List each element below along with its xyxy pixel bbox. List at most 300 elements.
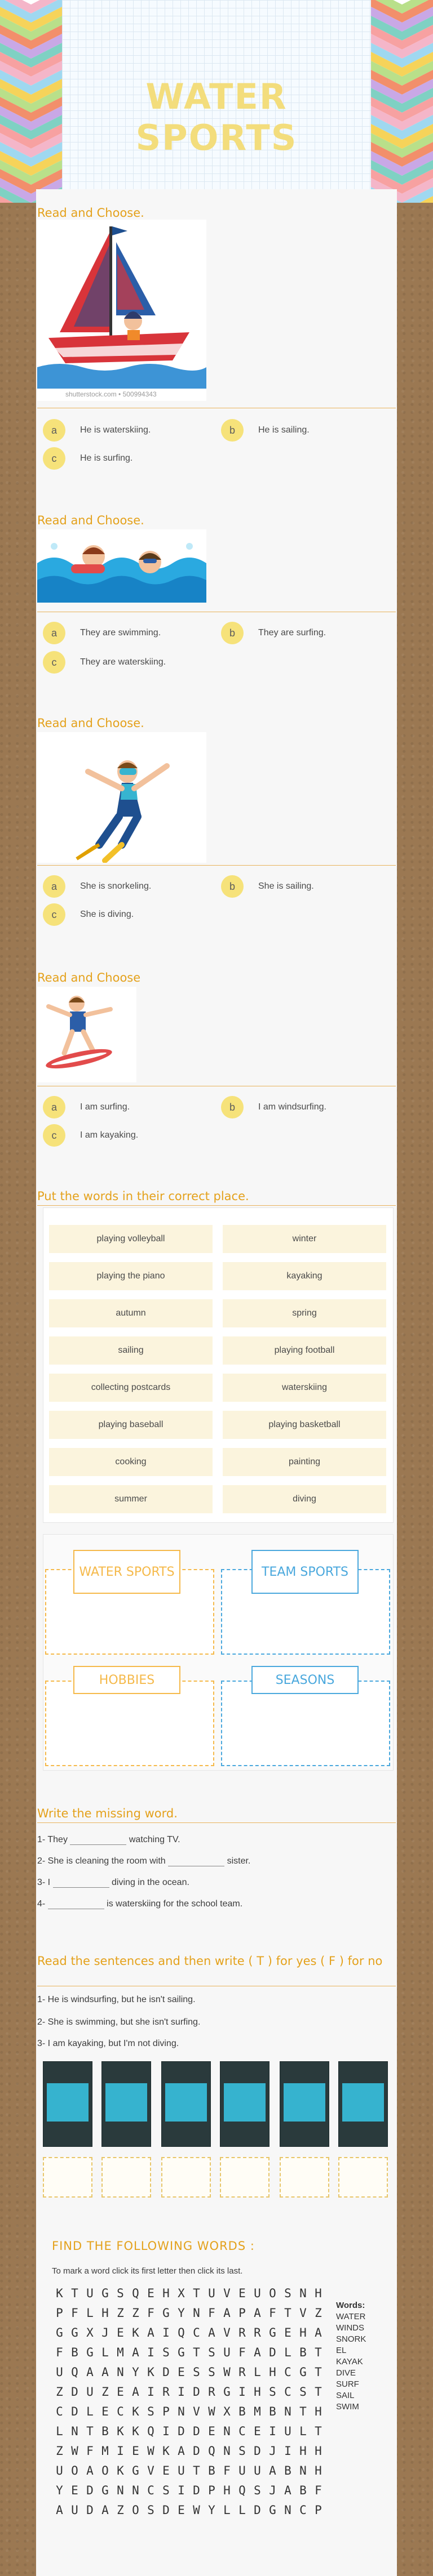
wordsearch-letter[interactable]: B bbox=[71, 2346, 78, 2359]
wordsearch-letter[interactable]: I bbox=[162, 2326, 170, 2339]
draggable-word[interactable]: cooking bbox=[49, 1448, 213, 1476]
wordsearch-letter[interactable]: R bbox=[162, 2385, 170, 2399]
wordsearch-letter[interactable]: Q bbox=[178, 2326, 185, 2339]
wordsearch-letter[interactable]: Q bbox=[238, 2484, 246, 2497]
wordsearch-letter[interactable]: B bbox=[238, 2405, 246, 2418]
option-text: He is sailing. bbox=[258, 425, 310, 435]
wordsearch-letter[interactable]: F bbox=[223, 2464, 231, 2477]
answer-blank[interactable] bbox=[48, 1901, 104, 1909]
draggable-word[interactable]: playing basketball bbox=[223, 1411, 386, 1439]
divider bbox=[37, 865, 396, 866]
wordsearch-letter[interactable]: B bbox=[284, 2464, 291, 2477]
q1-option-a[interactable] bbox=[43, 419, 151, 442]
wordsearch-letter[interactable]: U bbox=[71, 2503, 78, 2517]
wordsearch-letter[interactable]: F bbox=[208, 2306, 215, 2320]
draggable-word[interactable]: playing volleyball bbox=[49, 1225, 213, 1253]
option-badge-b: b bbox=[221, 419, 244, 442]
wordsearch-letter[interactable]: X bbox=[178, 2287, 185, 2300]
sport-picture-tile[interactable] bbox=[101, 2061, 151, 2147]
wordsearch-letter[interactable]: H bbox=[315, 2405, 322, 2418]
draggable-word[interactable]: kayaking bbox=[223, 1262, 386, 1290]
wordsearch-letter[interactable]: L bbox=[254, 2365, 261, 2379]
wordsearch-letter[interactable]: Q bbox=[208, 2444, 215, 2458]
wordsearch-letter[interactable]: K bbox=[117, 2464, 124, 2477]
wordsearch-letter[interactable]: A bbox=[86, 2464, 94, 2477]
q4-option-a[interactable] bbox=[43, 1096, 130, 1118]
wordsearch-letter[interactable]: Z bbox=[132, 2306, 139, 2320]
wordsearch-letter[interactable]: O bbox=[101, 2464, 109, 2477]
wordsearch-letter[interactable]: Z bbox=[56, 2444, 63, 2458]
wordsearch-letter[interactable]: S bbox=[254, 2484, 261, 2497]
q1-title: Read and Choose. bbox=[37, 206, 144, 220]
wordsearch-letter[interactable]: D bbox=[86, 2484, 94, 2497]
page-header bbox=[0, 0, 433, 203]
wordsearch-letter[interactable]: Z bbox=[117, 2503, 124, 2517]
wordsearch-letter[interactable]: S bbox=[162, 2346, 170, 2359]
wordsearch-letter[interactable]: M bbox=[254, 2405, 261, 2418]
wordsearch-letter[interactable]: R bbox=[254, 2326, 261, 2339]
wordsearch-letter[interactable]: A bbox=[208, 2326, 215, 2339]
wordsearch-letter[interactable]: I bbox=[178, 2385, 185, 2399]
wordsearch-letter[interactable]: V bbox=[299, 2306, 307, 2320]
wordsearch-letter[interactable]: Z bbox=[315, 2306, 322, 2320]
wordsearch-letter[interactable]: H bbox=[269, 2365, 276, 2379]
wordsearch-letter[interactable]: G bbox=[178, 2346, 185, 2359]
wordsearch-letter[interactable]: I bbox=[162, 2425, 170, 2438]
wordsearch-letter[interactable]: Z bbox=[101, 2385, 109, 2399]
wordsearch-letter[interactable]: N bbox=[71, 2425, 78, 2438]
wordsearch-letter[interactable]: C bbox=[56, 2405, 63, 2418]
draggable-word[interactable]: playing the piano bbox=[49, 1262, 213, 1290]
wordsearch-letter[interactable]: S bbox=[238, 2444, 246, 2458]
wordsearch-letter[interactable]: A bbox=[101, 2503, 109, 2517]
wordsearch-letter[interactable]: D bbox=[193, 2385, 200, 2399]
wordsearch-letter[interactable]: H bbox=[315, 2464, 322, 2477]
draggable-word[interactable]: collecting postcards bbox=[49, 1374, 213, 1402]
sport-picture-tile[interactable] bbox=[280, 2061, 329, 2147]
wordsearch-letter[interactable]: V bbox=[223, 2287, 231, 2300]
q2-option-a[interactable] bbox=[43, 622, 161, 644]
draggable-word[interactable]: winter bbox=[223, 1225, 386, 1253]
wordsearch-letter[interactable]: G bbox=[56, 2326, 63, 2339]
missing-sentence-2 bbox=[37, 1856, 250, 1866]
draggable-word[interactable]: playing football bbox=[223, 1336, 386, 1365]
sentence-part: 2- She is cleaning the room with bbox=[37, 1856, 166, 1866]
wordsearch-letter[interactable]: D bbox=[162, 2365, 170, 2379]
wordsearch-letter[interactable]: D bbox=[193, 2484, 200, 2497]
draggable-word[interactable]: sailing bbox=[49, 1336, 213, 1365]
wordsearch-letter[interactable]: U bbox=[254, 2287, 261, 2300]
wordsearch-letter[interactable]: I bbox=[284, 2444, 291, 2458]
wordsearch-letter[interactable]: G bbox=[269, 2326, 276, 2339]
wordsearch-letter[interactable]: F bbox=[71, 2306, 78, 2320]
wordsearch-letter[interactable]: U bbox=[56, 2365, 63, 2379]
wordsearch-letter[interactable]: K bbox=[162, 2444, 170, 2458]
wordsearch-letter[interactable]: Z bbox=[56, 2385, 63, 2399]
wordsearch-letter[interactable]: T bbox=[315, 2346, 322, 2359]
wordsearch-letter[interactable]: V bbox=[193, 2405, 200, 2418]
wordsearch-letter[interactable]: L bbox=[238, 2503, 246, 2517]
wordsearch-letter[interactable]: W bbox=[208, 2405, 215, 2418]
wordsearch-letter[interactable]: F bbox=[315, 2484, 322, 2497]
category-label-seasons: SEASONS bbox=[251, 1666, 359, 1694]
tf-answer-box[interactable] bbox=[280, 2157, 329, 2198]
category-label-water-sports: WATER SPORTS bbox=[73, 1550, 180, 1594]
wordsearch-letter[interactable]: A bbox=[178, 2444, 185, 2458]
wordsearch-letter[interactable]: K bbox=[56, 2287, 63, 2300]
wordsearch-letter[interactable]: O bbox=[132, 2503, 139, 2517]
draggable-word[interactable]: diving bbox=[223, 1485, 386, 1513]
wordsearch-letter[interactable]: N bbox=[132, 2484, 139, 2497]
wordsearch-letter[interactable]: H bbox=[101, 2306, 109, 2320]
wordsearch-letter[interactable]: J bbox=[269, 2444, 276, 2458]
sport-picture-tile[interactable] bbox=[43, 2061, 92, 2147]
wordsearch-letter[interactable]: I bbox=[117, 2444, 124, 2458]
wordsearch-letter[interactable]: I bbox=[238, 2385, 246, 2399]
wordsearch-letter[interactable]: F bbox=[86, 2444, 94, 2458]
wordsearch-title: FIND THE FOLLOWING WORDS : bbox=[52, 2239, 255, 2253]
word-list-label: Words: bbox=[336, 2301, 365, 2310]
answer-blank[interactable] bbox=[70, 1837, 126, 1845]
wordsearch-letter[interactable]: K bbox=[147, 2365, 154, 2379]
wordsearch-letter[interactable]: P bbox=[56, 2306, 63, 2320]
wordsearch-letter[interactable]: T bbox=[193, 2464, 200, 2477]
divider bbox=[37, 1822, 396, 1823]
wordsearch-letter[interactable]: B bbox=[299, 2484, 307, 2497]
wordsearch-letter[interactable]: Y bbox=[178, 2306, 185, 2320]
draggable-word[interactable]: painting bbox=[223, 1448, 386, 1476]
wordsearch-letter[interactable]: U bbox=[178, 2464, 185, 2477]
wordsearch-letter[interactable]: G bbox=[101, 2484, 109, 2497]
tf-answer-box[interactable] bbox=[338, 2157, 388, 2198]
wordsearch-letter[interactable]: V bbox=[147, 2464, 154, 2477]
q2-option-c[interactable] bbox=[43, 651, 166, 674]
wordsearch-letter[interactable]: M bbox=[101, 2444, 109, 2458]
sentence-part: 3- I bbox=[37, 1878, 51, 1887]
wordsearch-letter[interactable]: W bbox=[223, 2365, 231, 2379]
wordsearch-letter[interactable]: B bbox=[101, 2425, 109, 2438]
wordsearch-letter[interactable]: C bbox=[284, 2385, 291, 2399]
wordsearch-letter[interactable]: D bbox=[71, 2385, 78, 2399]
wordsearch-letter[interactable]: H bbox=[223, 2484, 231, 2497]
wordsearch-letter[interactable]: T bbox=[315, 2425, 322, 2438]
option-text: They are waterskiing. bbox=[80, 657, 166, 667]
draggable-word[interactable]: autumn bbox=[49, 1299, 213, 1327]
wordsearch-letter[interactable]: U bbox=[86, 2287, 94, 2300]
wordsearch-letter[interactable]: E bbox=[178, 2503, 185, 2517]
wordsearch-letter[interactable]: S bbox=[284, 2287, 291, 2300]
option-badge-b: b bbox=[221, 622, 244, 644]
wordsearch-letter[interactable]: T bbox=[284, 2306, 291, 2320]
wordsearch-letter[interactable]: W bbox=[193, 2503, 200, 2517]
option-badge-c: c bbox=[43, 447, 65, 470]
q1-option-c[interactable] bbox=[43, 447, 132, 470]
wordsearch-letter[interactable]: G bbox=[223, 2385, 231, 2399]
wordsearch-letter[interactable]: O bbox=[71, 2464, 78, 2477]
sport-picture-tile[interactable] bbox=[161, 2061, 211, 2147]
wordsearch-letter[interactable]: H bbox=[254, 2385, 261, 2399]
wordsearch-letter[interactable]: A bbox=[147, 2326, 154, 2339]
wordsearch-letter[interactable]: Y bbox=[56, 2484, 63, 2497]
answer-blank[interactable] bbox=[53, 1880, 109, 1888]
missing-title: Write the missing word. bbox=[37, 1807, 178, 1820]
wordsearch-letter[interactable]: L bbox=[223, 2503, 231, 2517]
wordsearch-letter[interactable]: S bbox=[147, 2405, 154, 2418]
word-list-item: DIVE bbox=[336, 2368, 356, 2378]
wordsearch-letter[interactable]: W bbox=[71, 2444, 78, 2458]
draggable-word[interactable]: spring bbox=[223, 1299, 386, 1327]
wordsearch-letter[interactable]: I bbox=[147, 2346, 154, 2359]
wordsearch-letter[interactable]: T bbox=[193, 2346, 200, 2359]
wordsearch-letter[interactable]: X bbox=[86, 2326, 94, 2339]
wordsearch-letter[interactable]: H bbox=[299, 2326, 307, 2339]
wordsearch-letter[interactable]: U bbox=[208, 2287, 215, 2300]
wordsearch-letter[interactable]: U bbox=[223, 2346, 231, 2359]
wordsearch-letter[interactable]: S bbox=[162, 2484, 170, 2497]
wordsearch-letter[interactable]: D bbox=[162, 2503, 170, 2517]
wordsearch-letter[interactable]: O bbox=[269, 2287, 276, 2300]
wordsearch-letter[interactable]: H bbox=[315, 2444, 322, 2458]
wordsearch-letter[interactable]: N bbox=[193, 2306, 200, 2320]
wordsearch-letter[interactable]: A bbox=[86, 2365, 94, 2379]
wordsearch-letter[interactable]: H bbox=[315, 2287, 322, 2300]
option-text: He is waterskiing. bbox=[80, 425, 151, 435]
wordsearch-letter[interactable]: M bbox=[117, 2346, 124, 2359]
wordsearch-letter[interactable]: E bbox=[132, 2444, 139, 2458]
wordsearch-letter[interactable]: A bbox=[223, 2306, 231, 2320]
wordsearch-letter[interactable]: E bbox=[117, 2326, 124, 2339]
wordsearch-letter[interactable]: G bbox=[101, 2287, 109, 2300]
wordsearch-letter[interactable]: S bbox=[193, 2365, 200, 2379]
wordsearch-letter[interactable]: Q bbox=[147, 2425, 154, 2438]
wordsearch-letter[interactable]: S bbox=[299, 2385, 307, 2399]
word-list-item: EL bbox=[336, 2346, 347, 2355]
wordsearch-letter[interactable]: A bbox=[269, 2464, 276, 2477]
image-credit: shutterstock.com • 500994343 bbox=[65, 390, 157, 398]
wordsearch-letter[interactable]: C bbox=[238, 2425, 246, 2438]
wordsearch-letter[interactable]: I bbox=[178, 2484, 185, 2497]
wordsearch-letter[interactable]: D bbox=[254, 2503, 261, 2517]
wordsearch-letter[interactable]: E bbox=[71, 2484, 78, 2497]
wordsearch-letter[interactable]: G bbox=[132, 2464, 139, 2477]
wordsearch-letter[interactable]: D bbox=[86, 2503, 94, 2517]
wordsearch-letter[interactable]: E bbox=[162, 2464, 170, 2477]
wordsearch-letter[interactable]: B bbox=[269, 2405, 276, 2418]
tf-answer-box[interactable] bbox=[220, 2157, 269, 2198]
wordsearch-letter[interactable]: U bbox=[86, 2385, 94, 2399]
wordsearch-letter[interactable]: T bbox=[86, 2425, 94, 2438]
wordsearch-letter[interactable]: N bbox=[284, 2503, 291, 2517]
q4-option-b[interactable] bbox=[221, 1096, 326, 1118]
wordsearch-letter[interactable]: H bbox=[162, 2287, 170, 2300]
wordsearch-letter[interactable]: A bbox=[315, 2326, 322, 2339]
wordsearch-letter[interactable]: A bbox=[56, 2503, 63, 2517]
wordsearch-letter[interactable]: D bbox=[71, 2405, 78, 2418]
wordsearch-letter[interactable]: C bbox=[299, 2503, 307, 2517]
wordsearch-letter[interactable]: F bbox=[147, 2306, 154, 2320]
wordsearch-letter[interactable]: E bbox=[238, 2287, 246, 2300]
option-badge-a: a bbox=[43, 1096, 65, 1118]
sport-picture-tile[interactable] bbox=[220, 2061, 269, 2147]
wordsearch-letter[interactable]: E bbox=[117, 2385, 124, 2399]
wordsearch-letter[interactable]: N bbox=[299, 2464, 307, 2477]
q3-option-a[interactable] bbox=[43, 875, 151, 898]
tf-sentence-1: 1- He is windsurfing, but he isn't sailing. bbox=[37, 1995, 196, 2004]
wordsearch-letter[interactable]: I bbox=[269, 2425, 276, 2438]
word-list-item: SWIM bbox=[336, 2402, 359, 2412]
wordsearch-letter[interactable]: E bbox=[147, 2287, 154, 2300]
wordsearch-letter[interactable]: K bbox=[132, 2405, 139, 2418]
sentence-part: 4- bbox=[37, 1899, 46, 1909]
wordsearch-letter[interactable]: U bbox=[284, 2425, 291, 2438]
wordsearch-letter[interactable]: C bbox=[147, 2484, 154, 2497]
wordsearch-letter[interactable]: N bbox=[117, 2365, 124, 2379]
q3-option-b[interactable] bbox=[221, 875, 314, 898]
wordsearch-letter[interactable]: F bbox=[238, 2346, 246, 2359]
option-badge-c: c bbox=[43, 651, 65, 674]
wordsearch-letter[interactable]: J bbox=[269, 2484, 276, 2497]
option-text: She is snorkeling. bbox=[80, 881, 152, 891]
wordsearch-letter[interactable]: E bbox=[178, 2365, 185, 2379]
wordsearch-letter[interactable]: P bbox=[162, 2405, 170, 2418]
page-title: WATER SPORTS bbox=[135, 76, 298, 158]
wordsearch-letter[interactable]: A bbox=[101, 2365, 109, 2379]
wordsearch-letter[interactable]: L bbox=[299, 2425, 307, 2438]
option-text: She is diving. bbox=[80, 910, 134, 919]
wordsearch-letter[interactable]: E bbox=[208, 2425, 215, 2438]
wordsearch-letter[interactable]: A bbox=[254, 2346, 261, 2359]
wordsearch-letter[interactable]: A bbox=[132, 2346, 139, 2359]
wordsearch-letter[interactable]: L bbox=[284, 2346, 291, 2359]
wordsearch-letter[interactable]: H bbox=[299, 2444, 307, 2458]
chevron-pattern-right bbox=[371, 0, 433, 203]
wordsearch-letter[interactable]: S bbox=[208, 2346, 215, 2359]
wordsearch-letter[interactable]: T bbox=[315, 2385, 322, 2399]
wordsearch-letter[interactable]: D bbox=[193, 2444, 200, 2458]
wordsearch-letter[interactable]: R bbox=[238, 2326, 246, 2339]
wordsearch-letter[interactable]: K bbox=[132, 2326, 139, 2339]
wordsearch-letter[interactable]: K bbox=[132, 2425, 139, 2438]
answer-blank[interactable] bbox=[168, 1859, 224, 1866]
wordsearch-letter[interactable]: A bbox=[132, 2385, 139, 2399]
missing-sentence-1 bbox=[37, 1835, 180, 1845]
wordsearch-letter[interactable]: P bbox=[208, 2484, 215, 2497]
wordsearch-letter[interactable]: L bbox=[56, 2425, 63, 2438]
wordsearch-letter[interactable]: S bbox=[147, 2503, 154, 2517]
wordsearch-letter[interactable]: K bbox=[117, 2425, 124, 2438]
wordsearch-letter[interactable]: P bbox=[238, 2306, 246, 2320]
wordsearch-letter[interactable]: N bbox=[284, 2405, 291, 2418]
word-list-item: SURF bbox=[336, 2379, 359, 2389]
wordsearch-letter[interactable]: D bbox=[178, 2425, 185, 2438]
wordsearch-letter[interactable]: E bbox=[101, 2405, 109, 2418]
wordsearch-letter[interactable]: Y bbox=[132, 2365, 139, 2379]
wordsearch-letter[interactable]: U bbox=[56, 2464, 63, 2477]
sport-picture-tile[interactable] bbox=[338, 2061, 388, 2147]
wordsearch-letter[interactable]: X bbox=[223, 2405, 231, 2418]
wordsearch-letter[interactable]: L bbox=[86, 2405, 94, 2418]
q3-option-c[interactable] bbox=[43, 903, 134, 926]
draggable-word[interactable]: summer bbox=[49, 1485, 213, 1513]
wordsearch-letter[interactable]: C bbox=[284, 2365, 291, 2379]
draggable-word[interactable]: playing baseball bbox=[49, 1411, 213, 1439]
wordsearch-letter[interactable]: N bbox=[223, 2444, 231, 2458]
wordsearch-letter[interactable]: T bbox=[299, 2405, 307, 2418]
sentence-part: 1- They bbox=[37, 1835, 68, 1844]
wordsearch-letter[interactable]: F bbox=[269, 2306, 276, 2320]
option-text: I am windsurfing. bbox=[258, 1102, 326, 1112]
wordsearch-letter[interactable]: E bbox=[254, 2425, 261, 2438]
wordsearch-letter[interactable]: G bbox=[86, 2346, 94, 2359]
wordsearch-letter[interactable]: J bbox=[101, 2326, 109, 2339]
wordsearch-letter[interactable]: C bbox=[117, 2405, 124, 2418]
wordsearch-letter[interactable]: C bbox=[193, 2326, 200, 2339]
q1-option-b[interactable] bbox=[221, 419, 310, 442]
draggable-word[interactable]: waterskiing bbox=[223, 1374, 386, 1402]
wordsearch-letter[interactable]: Y bbox=[208, 2503, 215, 2517]
q2-option-b[interactable] bbox=[221, 622, 326, 644]
wordsearch-letter[interactable]: D bbox=[193, 2425, 200, 2438]
sentence-part: sister. bbox=[227, 1856, 251, 1866]
wordsearch-letter[interactable]: S bbox=[208, 2365, 215, 2379]
option-text: They are swimming. bbox=[80, 628, 161, 638]
wordsearch-letter[interactable]: B bbox=[299, 2346, 307, 2359]
wordsearch-letter[interactable]: G bbox=[269, 2503, 276, 2517]
wordsearch-letter[interactable]: W bbox=[147, 2444, 154, 2458]
wordsearch-letter[interactable]: U bbox=[238, 2464, 246, 2477]
wordsearch-letter[interactable]: I bbox=[147, 2385, 154, 2399]
wordsearch-letter[interactable]: N bbox=[223, 2425, 231, 2438]
wordsearch-letter[interactable]: D bbox=[269, 2346, 276, 2359]
wordsearch-letter[interactable]: D bbox=[254, 2444, 261, 2458]
wordsearch-letter[interactable]: L bbox=[101, 2346, 109, 2359]
word-list-item: SAIL bbox=[336, 2391, 355, 2400]
wordsearch-letter[interactable]: U bbox=[254, 2464, 261, 2477]
q4-option-c[interactable] bbox=[43, 1124, 138, 1147]
wordsearch-letter[interactable]: Z bbox=[117, 2306, 124, 2320]
wordsearch-letter[interactable]: G bbox=[162, 2306, 170, 2320]
wordsearch-letter[interactable]: S bbox=[117, 2287, 124, 2300]
wordsearch-letter[interactable]: N bbox=[178, 2405, 185, 2418]
wordsearch-letter[interactable]: F bbox=[56, 2346, 63, 2359]
wordsearch-letter[interactable]: V bbox=[223, 2326, 231, 2339]
wordsearch-letter[interactable]: A bbox=[284, 2484, 291, 2497]
wordsearch-letter[interactable]: P bbox=[315, 2503, 322, 2517]
wordsearch-letter[interactable]: R bbox=[208, 2385, 215, 2399]
wordsearch-letter[interactable]: T bbox=[315, 2365, 322, 2379]
wordsearch-letter[interactable]: G bbox=[71, 2326, 78, 2339]
option-badge-a: a bbox=[43, 622, 65, 644]
tf-answer-box[interactable] bbox=[161, 2157, 211, 2198]
wordsearch-letter[interactable]: S bbox=[269, 2385, 276, 2399]
wordsearch-letter[interactable]: R bbox=[238, 2365, 246, 2379]
wordsearch-letter[interactable]: Q bbox=[71, 2365, 78, 2379]
wordsearch-letter[interactable]: N bbox=[299, 2287, 307, 2300]
wordsearch-letter[interactable]: T bbox=[71, 2287, 78, 2300]
wordsearch-letter[interactable]: T bbox=[193, 2287, 200, 2300]
tf-answer-box[interactable] bbox=[43, 2157, 92, 2198]
wordsearch-letter[interactable]: N bbox=[117, 2484, 124, 2497]
wordsearch-letter[interactable]: A bbox=[254, 2306, 261, 2320]
wordsearch-letter[interactable]: Q bbox=[132, 2287, 139, 2300]
wordsearch-letter[interactable]: B bbox=[208, 2464, 215, 2477]
wordsearch-letter[interactable]: L bbox=[86, 2306, 94, 2320]
tf-answer-box[interactable] bbox=[101, 2157, 151, 2198]
category-label-hobbies: HOBBIES bbox=[73, 1666, 180, 1694]
wordsearch-letter[interactable]: G bbox=[299, 2365, 307, 2379]
wordsearch-letter[interactable]: E bbox=[284, 2326, 291, 2339]
option-text: He is surfing. bbox=[80, 453, 133, 463]
